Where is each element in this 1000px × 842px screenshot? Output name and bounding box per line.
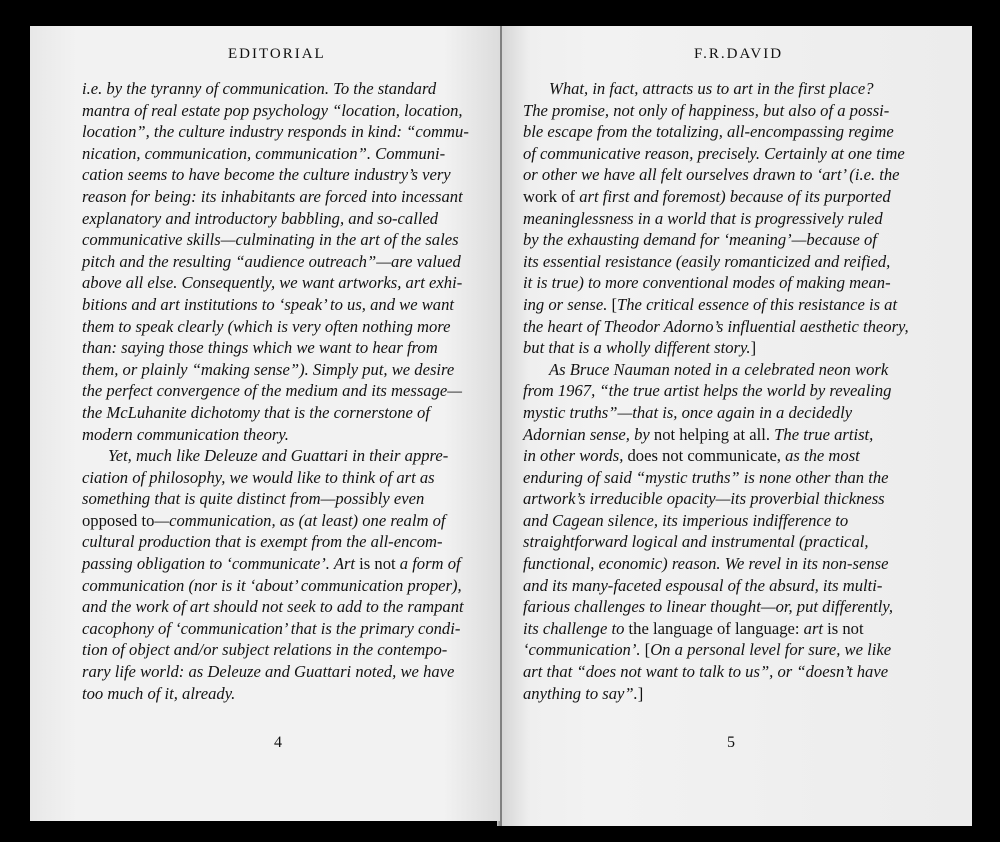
text-line [523, 294, 909, 316]
text-line [523, 337, 909, 359]
text-line [523, 143, 909, 165]
text-line [82, 251, 469, 273]
text-line [523, 467, 909, 489]
text-run: farious challenges to linear thought—or, put differently, [523, 597, 893, 617]
text-run: The true artist, [774, 424, 874, 444]
text-line [82, 575, 469, 597]
text-run: art [803, 618, 824, 638]
text-run: or other we have all felt ourselves drawn to ‘art’ (i.e. the [523, 165, 900, 185]
text-run: cultural production that is exempt from the all-encom- [82, 532, 443, 552]
text-run: ] [750, 338, 757, 358]
text-run: pitch and the resulting “audience outreach”—are valued [82, 251, 461, 271]
text-line [523, 618, 909, 640]
text-run: On a personal level for sure, we like [650, 640, 892, 660]
text-line [82, 380, 469, 402]
text-line [523, 445, 909, 467]
text-run: As Bruce Nauman noted in a celebrated neon work [549, 359, 889, 379]
text-line [82, 359, 469, 381]
text-line [523, 510, 909, 532]
text-run: mantra of real estate pop psychology “location, location, [82, 100, 463, 120]
text-run: is not [823, 618, 864, 638]
text-run: as the most [785, 446, 860, 466]
running-header: EDITORIAL [228, 46, 326, 62]
text-run: [ [611, 294, 618, 314]
text-run: something that is quite distinct from—possibly even [82, 489, 425, 509]
text-run: enduring of said “mystic truths” is none other than the [523, 467, 889, 487]
text-run: straightforward logical and instrumental (practical, [523, 532, 869, 552]
text-run: them to speak clearly (which is very often nothing more [82, 316, 451, 336]
right-page [502, 26, 972, 826]
text-run: it is true) to more conventional modes of making mean- [523, 273, 891, 293]
text-run: —communication, as (at least) one realm of [154, 510, 446, 530]
text-line [82, 294, 469, 316]
text-run: from 1967, “the true artist helps the world by revealing [523, 381, 892, 401]
text-run: above all else. Consequently, we want artworks, art exhi- [82, 273, 463, 293]
text-run: The promise, not only of happiness, but also of a possi- [523, 100, 890, 120]
text-run: cacophony of ‘communication’ that is the primary condi- [82, 618, 461, 638]
text-run: than: saying those things which we want to hear from [82, 338, 438, 358]
text-run: the perfect convergence of the medium and its message— [82, 381, 463, 401]
text-run: cation seems to have become the culture industry’s very [82, 165, 451, 185]
text-line [82, 316, 469, 338]
text-line [523, 488, 909, 510]
text-line [523, 575, 909, 597]
text-run: ‘communication’. [523, 640, 645, 660]
text-run: tion of object and/or subject relations in the contempo- [82, 640, 448, 660]
text-line [523, 100, 909, 122]
text-run: functional, economic) reason. We revel in its non-sense [523, 554, 889, 574]
text-run: communication (nor is it ‘about’ communication proper), [82, 575, 462, 595]
text-line [82, 683, 469, 705]
text-run: location”, the culture industry responds in kind: “commu- [82, 122, 469, 142]
text-line [523, 424, 909, 446]
text-line [82, 639, 469, 661]
text-line [82, 488, 469, 510]
text-run: rary life world: as Deleuze and Guattari noted, we have [82, 662, 455, 682]
text-line [523, 359, 909, 381]
text-run: not helping at all. [653, 424, 775, 444]
text-run: opposed to [82, 510, 155, 530]
text-run: its essential resistance (easily romanticized and reified, [523, 251, 891, 271]
text-run: them, or plainly “making sense”). Simply put, we desire [82, 359, 455, 379]
text-run: [ [644, 640, 651, 660]
text-run: explanatory and introductory babbling, and so-called [82, 208, 439, 228]
text-run: the language of language: [628, 618, 804, 638]
text-run: in other words, [523, 446, 628, 466]
text-run: communicative skills—culminating in the art of the sales [82, 230, 459, 250]
text-run: i.e. by the tyranny of communication. To the standard [82, 79, 437, 98]
text-line [523, 186, 909, 208]
text-line [523, 639, 909, 661]
running-header: F.R.DAVID [694, 46, 784, 62]
text-line [523, 402, 909, 424]
text-run: is not [355, 554, 400, 574]
text-line [82, 186, 469, 208]
text-line [523, 553, 909, 575]
text-line [82, 78, 469, 100]
text-line [523, 164, 909, 186]
body-text [523, 78, 909, 704]
text-run: anything to say”. [523, 683, 638, 703]
text-run: ble escape from the totalizing, all-encompassing regime [523, 122, 894, 142]
text-run: too much of it, already. [82, 683, 236, 703]
text-run: modern communication theory. [82, 424, 289, 444]
text-run: Adornian sense, by [523, 424, 654, 444]
text-line [82, 402, 469, 424]
text-line [82, 100, 469, 122]
text-line [82, 121, 469, 143]
text-line [82, 531, 469, 553]
text-line [82, 164, 469, 186]
text-line [82, 510, 469, 532]
text-run: reason for being: its inhabitants are forced into incessant [82, 186, 463, 206]
text-run: ciation of philosophy, we would like to think of art as [82, 467, 435, 487]
text-run: What, in fact, attracts us to art in the first place? [549, 79, 874, 98]
text-line [82, 337, 469, 359]
text-line [523, 316, 909, 338]
text-line [523, 661, 909, 683]
text-line [82, 143, 469, 165]
text-run: and its many-faceted espousal of the absurd, its multi- [523, 575, 883, 595]
text-line [523, 272, 909, 294]
text-run: of communicative reason, precisely. Certainly at one time [523, 143, 905, 163]
text-run: nication, communication, communication”. Communi- [82, 143, 446, 163]
body-text [82, 78, 469, 704]
text-run: a form of [399, 554, 461, 574]
text-run: the heart of Theodor Adorno’s influential aesthetic theory, [523, 316, 909, 336]
text-run: and Cagean silence, its imperious indifference to [523, 510, 849, 530]
text-line [523, 683, 909, 705]
text-run: art that “does not want to talk to us”, or “doesn’t have [523, 662, 889, 682]
text-line [523, 380, 909, 402]
text-line [82, 272, 469, 294]
text-line [523, 208, 909, 230]
text-run: and the work of art should not seek to add to the rampant [82, 597, 464, 617]
text-line [82, 467, 469, 489]
text-line [82, 618, 469, 640]
text-run: The critical essence of this resistance is at [617, 294, 898, 314]
text-run: ing or sense. [523, 294, 612, 314]
text-line [82, 553, 469, 575]
text-line [82, 661, 469, 683]
text-line [523, 78, 909, 100]
text-run: art first and foremost) because of its purported [579, 186, 891, 206]
text-line [523, 229, 909, 251]
text-run: the McLuhanite dichotomy that is the cornerstone of [82, 402, 430, 422]
text-line [523, 531, 909, 553]
text-run: mystic truths”—that is, once again in a decidedly [523, 402, 853, 422]
text-run: but that is a wholly different story. [523, 338, 751, 358]
text-line [523, 596, 909, 618]
text-run: work of [523, 186, 580, 206]
text-line [82, 424, 469, 446]
text-run: by the exhausting demand for ‘meaning’—because of [523, 230, 877, 250]
text-line [523, 121, 909, 143]
text-line [82, 596, 469, 618]
text-line [82, 208, 469, 230]
text-run: does not communicate, [627, 446, 786, 466]
text-run: its challenge to [523, 618, 629, 638]
text-run: Art [333, 554, 356, 574]
text-run: passing obligation to ‘communicate’. [82, 554, 334, 574]
page-number: 5 [727, 734, 735, 751]
text-line [523, 251, 909, 273]
text-run: bitions and art institutions to ‘speak’ to us, and we want [82, 294, 454, 314]
text-line [82, 445, 469, 467]
page-number: 4 [274, 734, 282, 751]
text-run: ] [637, 683, 644, 703]
left-page [30, 26, 500, 821]
text-run: meaninglessness in a world that is progressively ruled [523, 208, 883, 228]
text-run: artwork’s irreducible opacity—its proverbial thickness [523, 489, 885, 509]
text-line [82, 229, 469, 251]
text-run: Yet, much like Deleuze and Guattari in their appre- [108, 446, 449, 466]
